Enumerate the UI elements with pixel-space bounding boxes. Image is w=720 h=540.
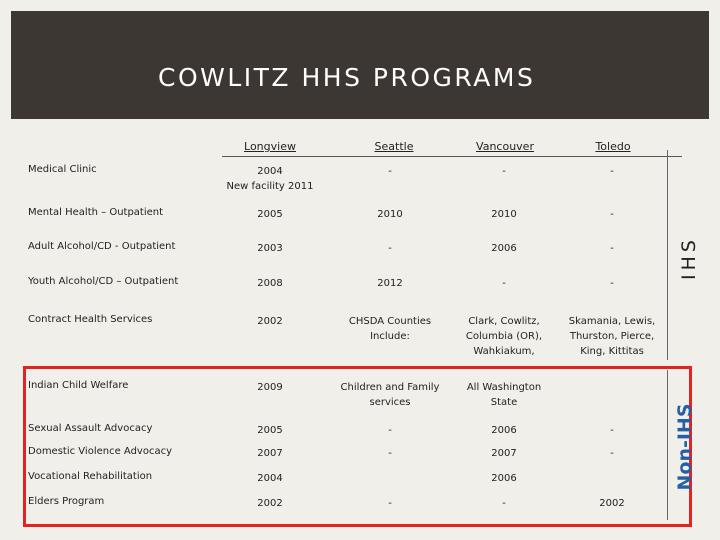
cell-vancouver: - [502,278,506,289]
cell-longview: 2009 [257,382,283,393]
cell-longview: 2003 [257,243,283,254]
cell-longview: 2007 [257,448,283,459]
column-header-longview: Longview [244,140,296,153]
cell-seattle: 2010 [377,209,403,220]
cell-seattle: - [388,448,392,459]
row-label: Elders Program [28,496,105,507]
cell-seattle: - [388,498,392,509]
cell-vancouver: 2010 [491,209,517,220]
row-label: Mental Health – Outpatient [28,207,164,218]
cell-seattle: - [388,425,392,436]
cell-vancouver: Clark, Cowlitz, Columbia (OR), Wahkiakum, [465,316,543,357]
title-banner [11,11,709,119]
row-label: Vocational Rehabilitation [28,471,153,482]
cell-longview: 2002 [257,498,283,509]
cell-vancouver: 2006 [491,425,517,436]
cell-longview: 2008 [257,278,283,289]
row-label: Indian Child Welfare [28,380,129,391]
cell-seattle: - [388,243,392,254]
cell-longview: 2005 [257,425,283,436]
cell-toledo: - [610,448,614,459]
cell-toledo: - [610,166,614,177]
cell-longview: 2004 [257,473,283,484]
cell-vancouver: - [502,166,506,177]
cell-vancouver: 2006 [491,243,517,254]
cell-toledo: Skamania, Lewis, Thurston, Pierce, King, Kittitas [568,316,656,357]
non-ihs-highlight-box [23,366,692,527]
cell-toledo: 2002 [599,498,625,509]
non-ihs-section-label: Non-IHS [674,403,696,491]
page-title: COWLITZ HHS PROGRAMS [158,63,536,92]
cell-vancouver: - [502,498,506,509]
row-label: Domestic Violence Advocacy [28,446,173,457]
cell-longview: 2005 [257,209,283,220]
cell-seattle: Children and Family services [340,382,440,408]
cell-seattle: CHSDA Counties Include: [348,316,432,342]
column-header-vancouver: Vancouver [476,140,534,153]
cell-toledo: - [610,243,614,254]
header-divider [222,156,682,157]
cell-vancouver: 2006 [491,473,517,484]
column-header-toledo: Toledo [595,140,631,153]
cell-longview: 2002 [257,316,283,327]
cell-seattle: - [388,166,392,177]
row-label: Youth Alcohol/CD – Outpatient [28,276,179,287]
cell-seattle: 2012 [377,278,403,289]
row-label: Sexual Assault Advocacy [28,423,153,434]
cell-toledo: - [610,209,614,220]
cell-toledo: - [610,278,614,289]
column-header-seattle: Seattle [374,140,414,153]
cell-vancouver: 2007 [491,448,517,459]
cell-vancouver: All Washington State [466,382,542,408]
ihs-section-label: IHS [678,236,700,280]
cell-longview: 2004 New facility 2011 [226,166,314,192]
row-label: Medical Clinic [28,164,97,175]
row-label: Contract Health Services [28,314,153,325]
cell-toledo: - [610,425,614,436]
row-label: Adult Alcohol/CD - Outpatient [28,241,176,252]
